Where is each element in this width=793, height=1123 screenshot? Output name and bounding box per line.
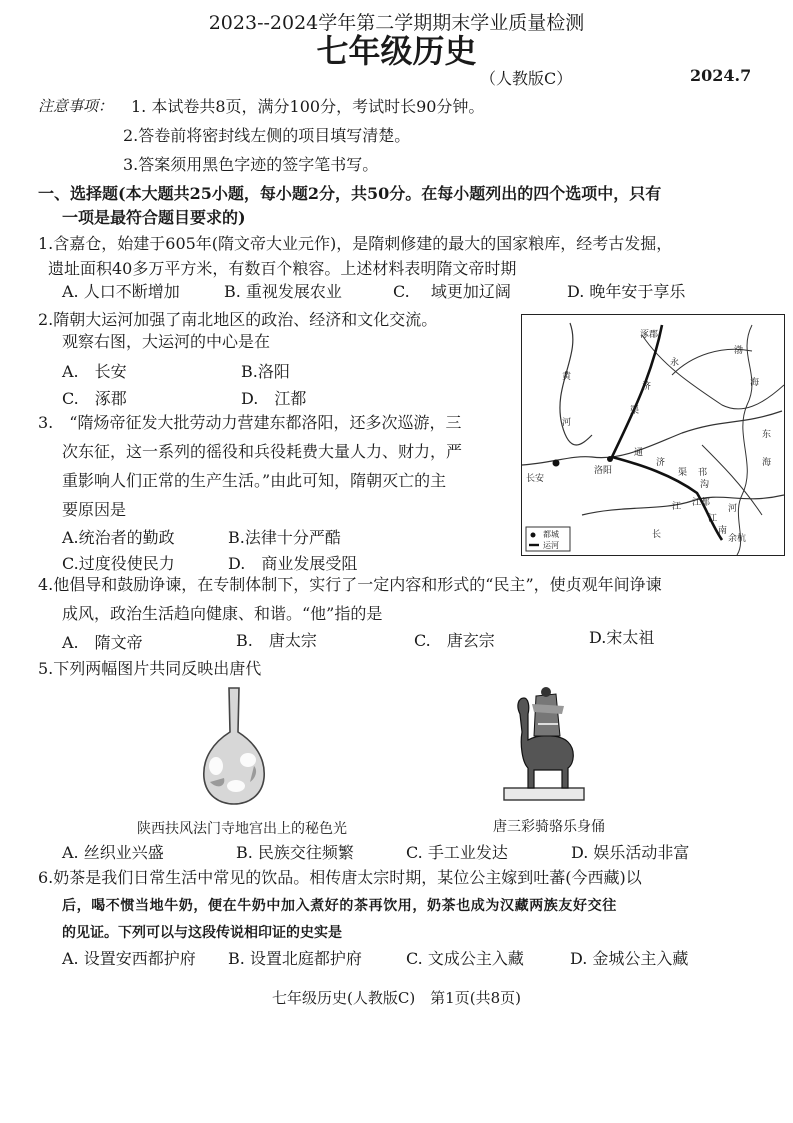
q5-option-c: C. 手工业发达 <box>406 843 508 862</box>
map-legend-capital: 都城 <box>543 530 559 539</box>
q6-stem-cont-1: 后，喝不惯当地牛奶，便在牛奶中加入煮好的茶再饮用，奶茶也成为汉藏两族友好交往 <box>62 898 617 914</box>
q3-stem-cont-1: 次东征，这一系列的徭役和兵役耗费大量人力、财力，严 <box>62 442 463 461</box>
celadon-vase-image <box>196 686 272 806</box>
q3-stem-cont-2: 重影响人们正常的生产生活。”由此可知，隋朝灭亡的主 <box>62 471 447 490</box>
grand-canal-map <box>521 314 785 556</box>
note-item-3: 3.答案须用黑色字迹的签字笔书写。 <box>123 155 379 174</box>
map-label: 江 <box>708 514 718 524</box>
q5-caption-right: 唐三彩骑骆乐身俑 <box>493 819 605 835</box>
map-label: 渤 <box>734 346 744 356</box>
q5-caption-left: 陕西扶风法门寺地宫出上的秘色光 <box>137 821 347 837</box>
q1-option-c: C. 域更加辽阔 <box>393 282 511 301</box>
camel-figurine-image <box>498 684 588 804</box>
map-label: 长 <box>652 530 662 540</box>
map-label: 南 <box>718 526 728 536</box>
q6-option-d: D. 金城公主入藏 <box>570 949 689 968</box>
q4-stem: 4.他倡导和鼓励诤谏，在专制体制下，实行了一定内容和形式的“民主”，使贞观年间诤谏 <box>38 575 662 594</box>
q6-option-b: B. 设置北庭都护府 <box>228 949 362 968</box>
q3-option-b: B.法律十分严酷 <box>228 528 341 547</box>
q5-option-d: D. 娱乐活动非富 <box>571 843 690 862</box>
subject-title: 七年级历史 <box>316 32 477 70</box>
map-label: 海 <box>762 458 772 468</box>
map-label: 邗 <box>698 468 708 478</box>
q3-option-c: C.过度役使民力 <box>62 554 175 573</box>
note-item-1: 1. 本试卷共8页，满分100分，考试时长90分钟。 <box>131 97 485 116</box>
q2-option-d: D. 江都 <box>241 389 307 408</box>
camel-drawing <box>498 684 588 804</box>
q4-option-b: B. 唐太宗 <box>236 631 317 650</box>
q4-option-a: A. 隋文帝 <box>62 633 143 652</box>
luoyang-marker <box>607 456 613 462</box>
q3-stem-cont-3: 要原因是 <box>62 500 127 519</box>
page-footer: 七年级历史(人教版C) 第1页(共8页) <box>272 989 521 1007</box>
map-label: 沟 <box>700 480 710 490</box>
section-heading: 一、选择题(本大题共25小题，每小题2分，共50分。在每小题列出的四个选项中，只有 <box>38 184 662 203</box>
vase-drawing <box>196 686 272 806</box>
notes-label: 注意事项： <box>38 97 114 115</box>
map-label: 黄 <box>562 372 572 382</box>
q3-option-a: A.统治者的勤政 <box>62 528 175 547</box>
map-label: 永 <box>670 358 680 368</box>
q2-stem-cont: 观察右图，大运河的中心是在 <box>62 332 271 351</box>
map-label: 渠 <box>630 406 640 416</box>
edition-label: （人教版C） <box>480 69 573 88</box>
map-drawing <box>522 315 784 555</box>
map-label: 江 <box>672 502 682 512</box>
map-label: 渠 <box>678 468 688 478</box>
map-legend-canal: 运河 <box>543 541 559 550</box>
map-label: 东 <box>762 430 772 440</box>
q6-stem-cont-2: 的见证。下列可以与这段传说相印证的史实是 <box>62 925 342 941</box>
q1-option-d: D. 晚年安于享乐 <box>567 282 686 301</box>
map-label: 长安 <box>526 474 545 484</box>
q6-option-c: C. 文成公主入藏 <box>406 949 524 968</box>
q4-stem-cont: 成风，政治生活趋向健康、和谐。“他”指的是 <box>62 604 383 623</box>
map-label: 洛阳 <box>594 466 613 476</box>
map-label: 海 <box>750 378 760 388</box>
q3-stem: 3. “隋炀帝征发大批劳动力营建东都洛阳，还多次巡游，三 <box>38 413 462 432</box>
q2-option-c: C. 涿郡 <box>62 389 127 408</box>
map-label: 河 <box>562 418 572 428</box>
q1-stem-cont: 遗址面积40多万平方米，有数百个粮容。上述材料表明隋文帝时期 <box>48 259 517 278</box>
map-label: 涿郡 <box>640 330 659 340</box>
q2-option-a: A. 长安 <box>62 362 127 381</box>
exam-title: 2023--2024学年第二学期期末学业质量检测 <box>208 12 585 34</box>
q5-option-a: A. 丝织业兴盛 <box>62 843 164 862</box>
q2-option-b: B.洛阳 <box>241 362 290 381</box>
q6-option-a: A. 设置安西都护府 <box>62 949 196 968</box>
q5-stem: 5.下列两幅图片共同反映出唐代 <box>38 659 262 678</box>
map-label: 余杭 <box>728 534 747 544</box>
map-label: 河 <box>728 504 738 514</box>
q1-option-a: A. 人口不断增加 <box>62 282 180 301</box>
map-label: 济 <box>656 458 666 468</box>
map-label: 通 <box>634 448 644 458</box>
map-label: 江都 <box>692 498 711 508</box>
q4-option-d: D.宋太祖 <box>589 628 655 647</box>
q2-stem: 2.隋朝大运河加强了南北地区的政治、经济和文化交流。 <box>38 310 438 329</box>
q4-option-c: C. 唐玄宗 <box>414 631 495 650</box>
note-item-2: 2.答卷前将密封线左侧的项目填写清楚。 <box>123 126 411 145</box>
changan-marker <box>553 460 560 467</box>
exam-date: 2024.7 <box>690 66 752 85</box>
q1-stem: 1.含嘉仓，始建于605年(隋文帝大业元作)，是隋刺修建的最大的国家粮库，经考古发掘， <box>38 234 673 253</box>
q6-stem: 6.奶茶是我们日常生活中常见的饮品。相传唐太宗时期，某位公主嫁到吐蕃(今西藏)以 <box>38 868 642 887</box>
q1-option-b: B. 重视发展农业 <box>224 282 342 301</box>
q5-option-b: B. 民族交往频繁 <box>236 843 354 862</box>
map-label: 济 <box>642 382 652 392</box>
q3-option-d: D. 商业发展受阻 <box>228 554 358 573</box>
section-heading-cont: 一项是最符合题目要求的) <box>62 208 246 227</box>
